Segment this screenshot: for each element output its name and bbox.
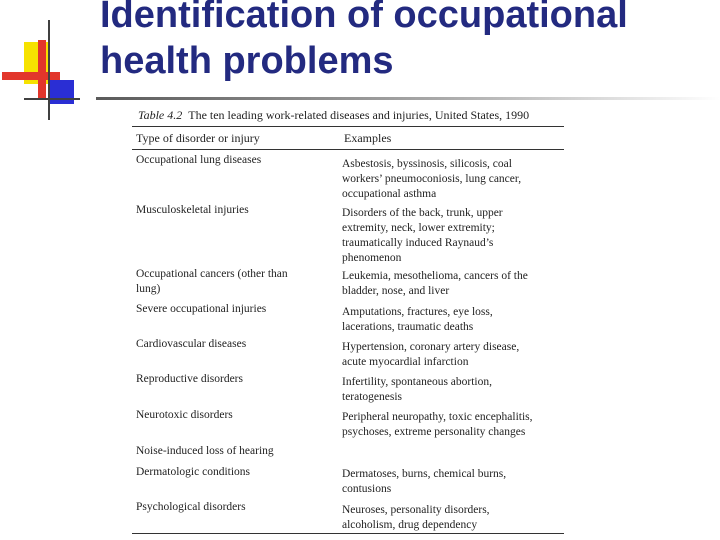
row-examples: Neuroses, personality disorders, alcoholism, drug dependency bbox=[342, 504, 490, 531]
row-examples: Hypertension, coronary artery disease, acute myocardial infarction bbox=[342, 341, 520, 368]
row-type: Severe occupational injuries bbox=[136, 303, 267, 315]
row-type: Neurotoxic disorders bbox=[136, 409, 233, 421]
slide-title: Identification of occupational health problems bbox=[100, 0, 628, 82]
row-examples: Amputations, fractures, eye loss, lacerations, traumatic deaths bbox=[342, 306, 493, 333]
decor-blue-square bbox=[50, 80, 74, 104]
table-bottom-rule bbox=[132, 533, 564, 534]
title-underline bbox=[96, 97, 720, 100]
table-caption bbox=[138, 108, 529, 123]
row-examples: Peripheral neuropathy, toxic encephalitis, psychoses, extreme personality changes bbox=[342, 411, 533, 438]
column-header-type: Type of disorder or injury bbox=[136, 131, 260, 145]
row-type: Cardiovascular diseases bbox=[136, 338, 247, 350]
decor-red-bar bbox=[2, 72, 60, 80]
table-caption-text: The ten leading work-related diseases and injuries, United States, 1990 bbox=[188, 108, 530, 122]
row-examples: Leukemia, mesothelioma, cancers of the bladder, nose, and liver bbox=[342, 270, 528, 297]
row-examples: Disorders of the back, trunk, upper extremity, neck, lower extremity; traumatically induced Raynaud’s phenomenon bbox=[342, 207, 503, 264]
row-examples: Dermatoses, burns, chemical burns, contusions bbox=[342, 468, 507, 495]
row-type: Reproductive disorders bbox=[136, 373, 243, 385]
row-type: Dermatologic conditions bbox=[136, 466, 251, 478]
row-examples: Infertility, spontaneous abortion, teratogenesis bbox=[342, 376, 492, 403]
table-top-rule bbox=[132, 126, 564, 127]
decor-red-vertical bbox=[38, 40, 46, 98]
row-type: Occupational lung diseases bbox=[136, 154, 262, 166]
column-header-examples: Examples bbox=[344, 131, 392, 145]
row-type: Musculoskeletal injuries bbox=[136, 204, 249, 216]
row-type: Occupational cancers (other than lung) bbox=[136, 268, 288, 295]
decor-horizontal-line bbox=[24, 98, 80, 100]
decor-vertical-line bbox=[48, 20, 50, 120]
row-type: Psychological disorders bbox=[136, 501, 246, 513]
table-number: Table 4.2 bbox=[138, 108, 183, 122]
row-type: Noise-induced loss of hearing bbox=[136, 445, 274, 457]
row-examples: Asbestosis, byssinosis, silicosis, coal workers’ pneumoconiosis, lung cancer, occupational asthma bbox=[342, 158, 522, 200]
header-bottom-rule bbox=[132, 149, 564, 150]
table-scan bbox=[122, 104, 572, 536]
